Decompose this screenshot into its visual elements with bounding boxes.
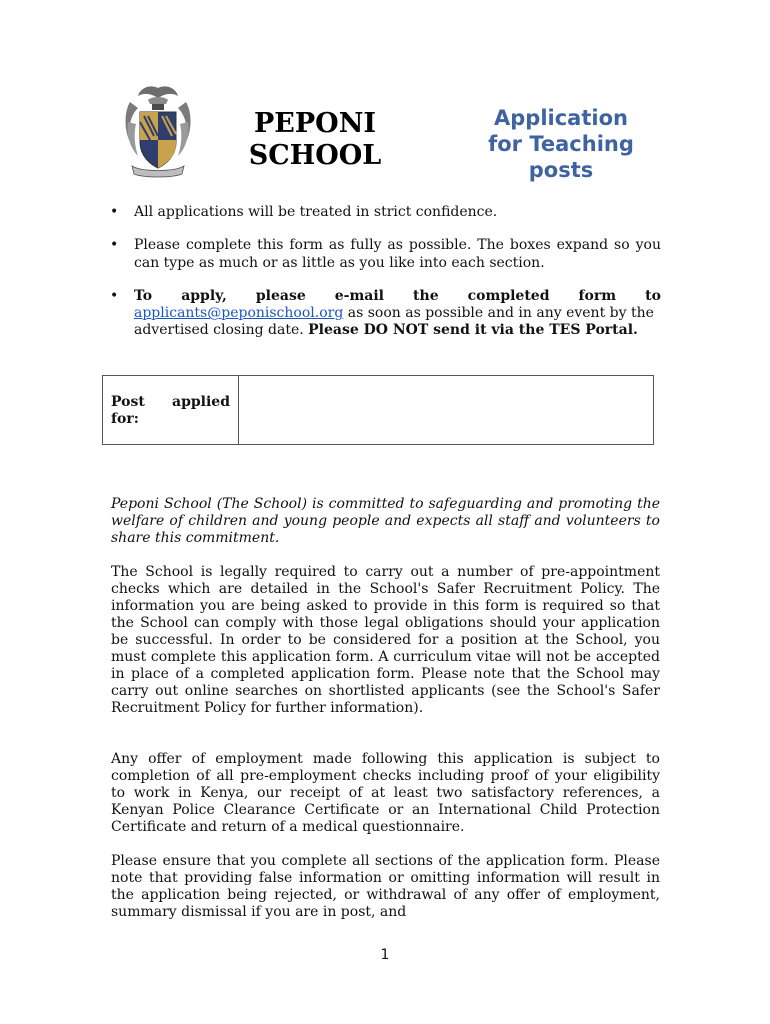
apply-word: To: [134, 287, 153, 304]
instruction-apply-text: as soon as possible and in any event by the advertised closing date.: [134, 305, 654, 339]
email-link[interactable]: applicants@peponischool.org: [134, 305, 344, 322]
list-item: [108, 204, 661, 221]
apply-word: apply,: [181, 287, 227, 304]
instruction-apply-line: [134, 288, 661, 305]
bullet-icon: •: [110, 204, 119, 220]
post-label-word: for:: [111, 411, 139, 427]
application-title-line3: posts: [528, 158, 594, 182]
list-item: [108, 288, 661, 340]
apply-word: please: [255, 287, 306, 304]
apply-word: completed: [467, 287, 550, 304]
application-title: [470, 105, 652, 183]
school-name-line1: PEPONI: [253, 108, 376, 139]
post-label-word: applied: [172, 394, 230, 410]
safeguarding-commitment: Peponi School (The School) is committed to safeguarding and promoting the welfare of children and young people and expects all staff and volunteers to share this commitment.: [111, 496, 660, 546]
instructions-list: [108, 204, 661, 356]
complete-sections-paragraph: Please ensure that you complete all sections of the application form. Please note that providing false information or omitting information will result in the application being rejected, or withdrawal of any offer of employment, summary dismissal if you are in post, and: [111, 853, 660, 920]
post-applied-table: [102, 375, 654, 445]
bullet-icon: •: [110, 237, 119, 254]
instruction-complete-form: Please complete this form as fully as possible. The boxes expand so you can type as much or as little as you like into each section.: [134, 237, 661, 271]
school-name-line2: SCHOOL: [248, 140, 382, 171]
school-name: [240, 108, 390, 172]
post-applied-label: [103, 376, 239, 444]
bullet-icon: •: [110, 287, 119, 304]
instruction-apply-details: [134, 305, 661, 340]
post-label-word: Post: [111, 394, 145, 410]
apply-word: form: [578, 287, 617, 304]
application-title-line1: Application: [494, 106, 628, 130]
post-applied-label-row: [111, 394, 230, 411]
tes-portal-warning: Please DO NOT send it via the TES Portal.: [308, 322, 638, 339]
page-number: 1: [380, 947, 390, 963]
post-applied-field[interactable]: [239, 376, 653, 444]
apply-word: e-mail: [334, 287, 385, 304]
offer-conditions-paragraph: Any offer of employment made following this application is subject to completion of all pre-employment checks including proof of your eligibility to work in Kenya, our receipt of at least two satisfactory references, a Kenyan Police Clearance Certificate or an International Child Protection Certificate and return of a medical questionnaire.: [111, 751, 660, 835]
list-item: [108, 237, 661, 272]
instruction-confidence: All applications will be treated in strict confidence.: [134, 204, 498, 220]
application-title-line2: for Teaching: [488, 132, 634, 156]
apply-word: the: [413, 287, 439, 304]
legal-requirements-paragraph: The School is legally required to carry out a number of pre-appointment checks which are detailed in the School's Safer Recruitment Policy. The information you are being asked to provide in this form is required so that the School can comply with those legal obligations should your application be successful. In order to be considered for a position at the School, you must complete this application form. A curriculum vitae will not be accepted in place of a completed application form. Please note that the School may carry out online searches on shortlisted applicants (see the School's Safer Recruitment Policy for further information).: [111, 564, 660, 716]
school-crest-icon: [122, 82, 194, 182]
apply-word: to: [645, 287, 661, 304]
